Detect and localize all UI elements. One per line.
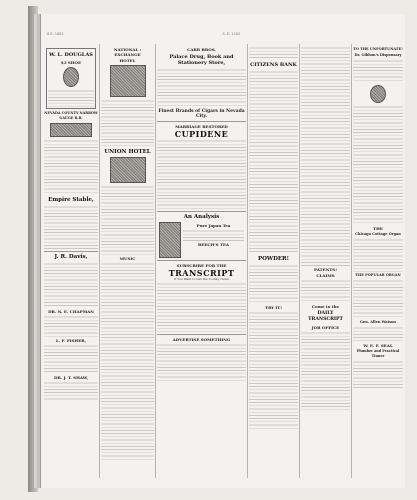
national-sub: HOTEL: [119, 58, 136, 63]
hotel-engraving: [110, 65, 146, 97]
union-text: [101, 185, 154, 255]
powder-title: POWDER!: [257, 256, 290, 262]
column-rule: [299, 44, 300, 478]
japanese-figure-engraving: [159, 222, 181, 258]
column-6-text: [353, 105, 403, 225]
douglas-ad: [46, 48, 96, 109]
column-rule: [247, 44, 248, 478]
analysis-title: An Analysis: [183, 214, 220, 220]
divider: [157, 260, 246, 261]
powder-text: [249, 264, 298, 304]
plumber-title: Plumber and Practical Tinner: [356, 349, 400, 358]
shaw-title: DR. J. T. SHAW,: [53, 375, 89, 380]
train-engraving: [50, 123, 92, 137]
national-text: [101, 99, 154, 147]
tea-ad: [159, 222, 244, 258]
column-6: [353, 46, 403, 486]
divider: [157, 121, 246, 122]
transcript-text: [157, 282, 246, 332]
cigars-line: Finest Brands of Cigars in Nevada City.: [158, 109, 245, 119]
column-3: [157, 46, 246, 486]
try-it-title: TRY IT!: [264, 305, 283, 310]
page-header: [47, 32, 399, 40]
divider: [157, 211, 246, 212]
column-4-text: [249, 46, 298, 60]
bank-text: [249, 70, 298, 144]
column-4-list: [249, 144, 298, 254]
japan-tea-title: Pure Japan Tea: [196, 223, 231, 228]
tea-text: [183, 229, 244, 241]
column-2: [101, 46, 154, 486]
job-office-text: [301, 331, 350, 411]
stable-title: Empire Stable,: [48, 197, 94, 203]
douglas-portrait: [63, 67, 79, 87]
column-rule: [351, 44, 352, 478]
divider: [44, 251, 98, 252]
newspaper-page: [40, 14, 405, 488]
header-left: 8 E. 1882: [47, 32, 64, 36]
national-title: NATIONAL : EXCHANGE: [113, 47, 142, 57]
seal-title: W. E. F. SEAL: [363, 343, 393, 348]
fisher-title: L. F. FISHER,: [56, 338, 86, 343]
carr-title: CARR BROS.: [187, 47, 216, 52]
transcript-title: TRANSCRIPT: [168, 268, 235, 278]
try-it-text: [249, 311, 298, 431]
advertise-text: [157, 343, 246, 383]
citizens-bank-title: CITIZENS BANK: [250, 62, 297, 68]
binding-fold: [28, 6, 38, 492]
stable-text: [44, 205, 98, 249]
subscribe-title: SUBSCRIBE FOR THE: [176, 263, 227, 268]
union-title: UNION HOTEL: [104, 149, 151, 155]
plumber-text: [353, 360, 403, 390]
column-1: [44, 46, 98, 486]
music-title: MUSIC: [119, 256, 136, 261]
column-rule: [155, 44, 156, 478]
union-engraving: [110, 157, 146, 183]
beechs-tea-title: BEECH'S TEA: [197, 242, 230, 247]
advertise-title: ADVERTISE SOMETHING: [172, 336, 231, 342]
cupidene-text: [157, 139, 246, 209]
gibbon-portrait: [370, 85, 386, 103]
shaw-text: [44, 381, 98, 401]
divider: [157, 334, 246, 335]
popular-organ-title: THE POPULAR ORGAN: [355, 273, 401, 277]
fisher-text: [44, 344, 98, 374]
patents-text: [301, 279, 350, 303]
popular-text: [353, 279, 403, 319]
header-center: S. E. 1182: [222, 32, 241, 36]
palace-title: Palace Drug, Book and Stationery Store,: [169, 54, 234, 66]
claims-title: CLAIMS: [316, 273, 335, 278]
douglas-title: W. L. DOUGLAS: [49, 52, 93, 58]
column-rule: [99, 44, 100, 478]
narrow-gauge-title: NEVADA COUNTY NARROW GAUGE R.R.: [44, 111, 98, 120]
watson-title: Gen. Allen Watson: [360, 320, 396, 324]
unfortunate-title: TO THE UNFORTUNATE!: [353, 47, 403, 51]
watson-text: [353, 326, 403, 342]
column-2-text: [101, 262, 154, 462]
organ-text: [353, 238, 403, 272]
column-5-text: [301, 46, 350, 266]
cupidene-title: CUPIDENE: [174, 129, 229, 139]
the-title: THE: [373, 226, 383, 231]
timetable-text: [44, 139, 98, 195]
douglas-text: [48, 89, 94, 107]
daily-transcript-title: DAILY TRANSCRIPT: [308, 311, 343, 322]
davis-text: [44, 262, 98, 308]
douglas-sub: $3 SHOE: [60, 60, 82, 65]
patents-title: PATENTS!: [314, 267, 337, 272]
davis-title: J. R. Davis,: [54, 254, 88, 260]
come-line: Come to the: [311, 304, 340, 309]
chapman-text: [44, 315, 98, 337]
job-office-title: JOB OFFICE: [311, 325, 340, 330]
organ-title: Chicago Cottage Organ: [355, 232, 401, 236]
column-5: [301, 46, 350, 486]
gibbon-title: Dr. Gibbon's Dispensary: [354, 53, 402, 57]
chapman-title: DR. N. E. CHAPMAN: [48, 309, 94, 314]
transcript-sub: If You Want to Get the County News: [174, 277, 229, 281]
marriage-title: MARRIAGE RESTORED: [175, 124, 228, 129]
palace-text: [157, 68, 246, 108]
column-4: [249, 46, 298, 486]
gibbon-text: [353, 59, 403, 83]
